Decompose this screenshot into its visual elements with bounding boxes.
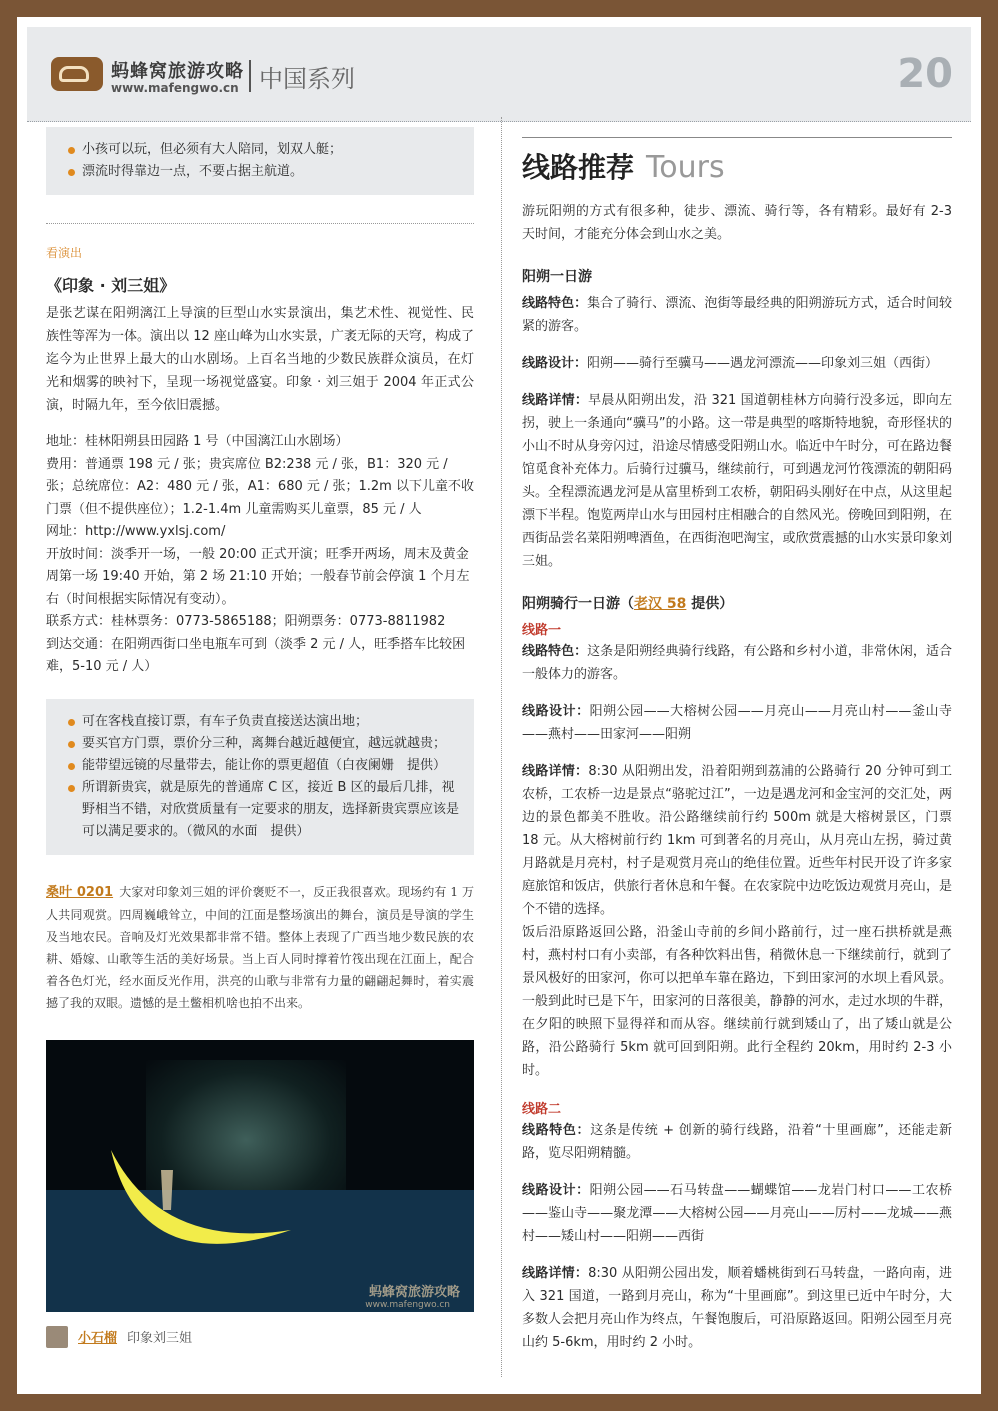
- route2-heading: [522, 593, 952, 613]
- quote-user-link[interactable]: 桑叶 0201: [46, 884, 114, 900]
- series-title: 中国系列: [259, 65, 355, 93]
- page-header: [27, 27, 971, 122]
- tip-item: 漂流时得靠边一点，不要占据主航道。: [68, 161, 460, 183]
- tip-item: 可在客栈直接订票，有车子负责直接送达演出地；: [68, 711, 460, 733]
- line2-label: 线路二: [522, 1102, 562, 1117]
- line2-design: [522, 1179, 952, 1248]
- line2-design-label: 线路设计：: [522, 1183, 590, 1198]
- route1-feature: [522, 292, 952, 338]
- tours-title: [522, 146, 952, 186]
- info-contact: 联系方式：桂林票务：0773-5865188；阳朔票务：0773-8811982: [46, 614, 446, 629]
- route1-design-text: 阳朔——骑行至骥马——遇龙河漂流——印象刘三姐（西街）: [587, 356, 939, 371]
- line1-feature-label: 线路特色：: [522, 644, 588, 659]
- brand-url: www.mafengwo.cn: [111, 81, 239, 95]
- section-divider: [46, 223, 474, 224]
- tip-item: 要买官方门票，票价分三种，离舞台越近越便宜，越远就越贵；: [68, 733, 460, 755]
- line1-detail-cont: 饭后沿原路返回公路，沿釜山寺前的乡间小路前行，过一座石拱桥就是燕村，燕村村口有小卖部，有各种饮料出售，稍微休息一下继续前行，就到了景风极好的田家河，你可以把单车靠在路边，下到田家河的水坝上看风景。一般到此时已是下午，田家河的日落很美，静静的河水，走过水坝的牛群，在夕阳的映照下显得祥和而从容。继续前行就到矮山了，出了矮山就是公路，沿公路骑行 5km 就可回到阳朔。此行全程约 20km，用时约 2-3 小时。: [522, 925, 952, 1078]
- brand-name: 蚂蜂窝旅游攻略: [111, 61, 244, 82]
- section-tag: 看演出: [46, 246, 83, 260]
- line2-feature-text: 这条是传统 + 创新的骑行线路，沿着“十里画廊”，还能走新路，览尽阳朔精髓。: [522, 1123, 952, 1161]
- tours-intro: 游玩阳朔的方式有很多种，徒步、漂流、骑行等，各有精彩。最好有 2-3 天时间，才能充分体会到山水之美。: [522, 204, 952, 242]
- line2-feature-label: 线路特色：: [522, 1123, 591, 1138]
- crescent-moon-icon: [101, 1130, 301, 1290]
- show-title: 《印象 · 刘三姐》: [46, 276, 176, 295]
- line1-design-label: 线路设计：: [522, 704, 590, 719]
- tours-title-zh: 线路推荐: [522, 151, 635, 184]
- route2-heading-pre: 阳朔骑行一日游（: [522, 596, 634, 612]
- tours-rule: [522, 137, 952, 138]
- column-divider: [501, 117, 502, 1377]
- line1-feature-text: 这条是阳朔经典骑行线路，有公路和乡村小道，非常休闲，适合一般体力的游客。: [522, 644, 952, 682]
- show-description: 是张艺谋在阳朔漓江上导演的巨型山水实景演出，集艺术性、视觉性、民族性等浑为一体。演出以 12 座山峰为山水实景，广袤无际的天穹，构成了迄今为止世界上最大的山水剧场。上百名当地的少数民族群众演员，在灯光和烟雾的映衬下，呈现一场视觉盛宴。印象 · 刘三姐于 2004 年正式公演，时隔九年，至今依旧震撼。: [46, 306, 474, 413]
- tip-item: 能带望远镜的尽量带去，能让你的票更超值（白夜阑姗 提供）: [68, 755, 460, 777]
- left-column: [46, 127, 474, 1348]
- line2-feature: [522, 1119, 952, 1165]
- line1-detail: [522, 760, 952, 921]
- tip-item: 小孩可以玩，但必须有大人陪同，划双人艇；: [68, 139, 460, 161]
- info-price: 费用：普通票 198 元 / 张；贵宾席位 B2:238 元 / 张，B1：320 元 / 张；总统席位：A2：480 元 / 张，A1：680 元 / 张；1.2m 以下儿童不收门票（但不提供座位）；1.2-1.4m 儿童需购买儿童票，85 元 / 人: [46, 456, 474, 517]
- route1-detail-label: 线路详情：: [522, 393, 589, 408]
- line1-feature: [522, 640, 952, 686]
- quote-text: 大家对印象刘三姐的评价褒贬不一，反正我很喜欢。现场约有 1 万人共同观赏。四周巍峨耸立，中间的江面是整场演出的舞台，演员是导演的学生及当地农民。音响及灯光效果都非常不错。整体上表现了广西当地少数民族的农耕、婚嫁、山歌等生活的美好场景。当上百人同时撑着竹筏出现在江面上，配合着各色灯光，经水面反光作用，洪亮的山歌与非常有力量的翩翩起舞时，着实震撼了我的双眼。遗憾的是土鳖相机啥也拍不出来。: [46, 884, 474, 1010]
- line1-label: 线路一: [522, 623, 562, 638]
- line2-design-text: 阳朔公园——石马转盘——蝴蝶馆——龙岩门村口——工农桥——鉴山寺——聚龙潭——大榕树公园——月亮山——厉村——龙城——燕村——矮山村——阳朔——西街: [522, 1183, 952, 1244]
- route1-heading: 阳朔一日游: [522, 269, 592, 285]
- show-photo: [46, 1040, 474, 1312]
- line1-detail-label: 线路详情：: [522, 764, 589, 779]
- line2-detail: [522, 1262, 952, 1354]
- info-transport: 到达交通：在阳朔西街口坐电瓶车可到（淡季 2 元 / 人，旺季搭车比较困难，5-10 元 / 人）: [46, 636, 466, 674]
- photo-watermark-url: www.mafengwo.cn: [365, 1299, 450, 1310]
- route1-feature-label: 线路特色：: [522, 296, 588, 311]
- line1-design: [522, 700, 952, 746]
- info-address: 地址：桂林阳朔县田园路 1 号（中国漓江山水剧场）: [46, 434, 349, 449]
- page: [17, 17, 981, 1394]
- route2-heading-post: 提供）: [686, 596, 734, 612]
- tips-box-top: [46, 127, 474, 195]
- right-column: [522, 137, 952, 1354]
- line2-detail-label: 线路详情：: [522, 1266, 589, 1281]
- user-quote: [46, 881, 474, 1014]
- route2-author-link[interactable]: 老汉 58: [634, 596, 687, 612]
- info-hours: 开放时间：淡季开一场，一般 20:00 正式开演；旺季开两场，周末及黄金周第一场 19:40 开始，第 2 场 21:10 开始；一般春节前会停演 1 个月左右（时间根据实际情况有变动）。: [46, 546, 470, 607]
- route1-feature-text: 集合了骑行、漂流、泡街等最经典的阳朔游玩方式，适合时间较紧的游客。: [522, 296, 952, 334]
- caption-text: 印象刘三姐: [127, 1331, 193, 1346]
- header-separator: [249, 60, 251, 92]
- line1-detail-text: 8:30 从阳朔出发，沿着阳朔到荔浦的公路骑行 20 分钟可到工农桥，工农桥一边是景点“骆驼过江”，一边是遇龙河和金宝河的交汇处，两边的景色都美不胜收。沿公路继续前行约 500m 就是大榕树景区，门票 18 元。从大榕树前行约 1km 可到著名的月亮山，从月亮山左拐，骑过黄月路就是月亮村，村子是观赏月亮山的绝佳位置。近些年村民开设了许多家庭旅馆和饭店，供旅行者休息和午餐。在农家院中边吃饭边观赏月亮山，是个不错的选择。: [522, 764, 952, 917]
- line2-detail-text: 8:30 从阳朔公园出发，顺着蟠桃街到石马转盘，一路向南，进入 321 国道，一路到月亮山，称为“十里画廊”。到这里已近中午时分，大多数人会把月亮山作为终点，午餐饱腹后，可沿原路返回。阳朔公园至月亮山约 5-6km，用时约 2 小时。: [522, 1266, 952, 1350]
- tours-title-en: Tours: [646, 150, 725, 185]
- show-info: [46, 431, 474, 679]
- route1-design: [522, 352, 952, 375]
- avatar: [46, 1326, 68, 1348]
- info-website[interactable]: 网址：http://www.yxlsj.com/: [46, 524, 226, 539]
- photo-caption: [46, 1326, 474, 1348]
- photo-watermark: 蚂蜂窝旅游攻略: [368, 1284, 460, 1300]
- route1-design-label: 线路设计：: [522, 356, 588, 371]
- mafengwo-logo-icon: [51, 57, 103, 91]
- caption-user-link[interactable]: 小石榴: [78, 1331, 118, 1346]
- tips-box-mid: [46, 699, 474, 855]
- page-number: 20: [897, 51, 953, 97]
- line1-design-text: 阳朔公园——大榕树公园——月亮山——月亮山村——釜山寺——燕村——田家河——阳朔: [522, 704, 952, 742]
- route1-detail-text: 早晨从阳朔出发，沿 321 国道朝桂林方向骑行没多远，即向左拐，驶上一条通向“骥马”的小路。这一带是典型的喀斯特地貌，奇形怪状的小山不时从身旁闪过，沿途尽情感受阳朔山水。临近中午时分，可在路边餐馆觅食补充体力。后骑行过骥马，继续前行，可到遇龙河竹筏漂流的朝阳码头。全程漂流遇龙河是从富里桥到工农桥，朝阳码头刚好在中点，从这里起漂下半程。饱览两岸山水与田园村庄相融合的自然风光。傍晚回到阳朔，在西街品尝名菜阳朔啤酒鱼，在西街泡吧淘宝，或欣赏震撼的山水实景印象刘三姐。: [522, 393, 952, 569]
- route1-detail: [522, 389, 952, 573]
- tip-item: 所谓新贵宾，就是原先的普通席 C 区，接近 B 区的最后几排，视野相当不错，对欣赏质量有一定要求的朋友，选择新贵宾票应该是可以满足要求的。（微风的水面 提供）: [68, 777, 460, 843]
